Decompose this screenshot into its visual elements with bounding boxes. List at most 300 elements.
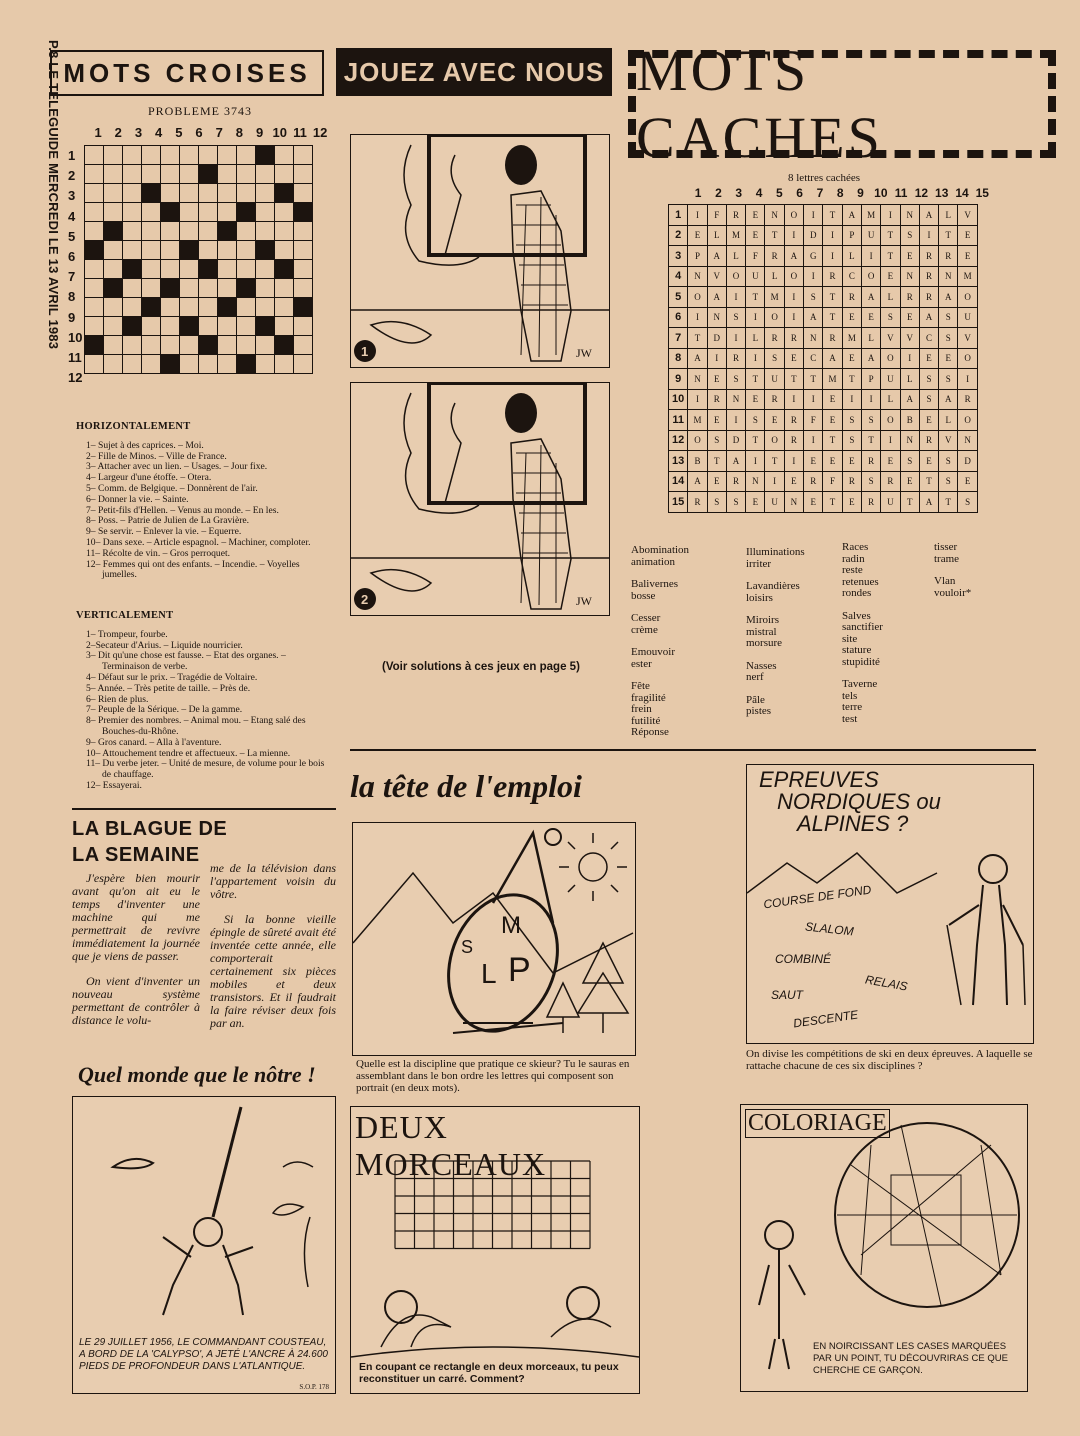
crossword-cell — [256, 184, 275, 203]
divider — [72, 808, 336, 810]
letter-cell: R — [784, 328, 803, 349]
crossword-cell — [256, 298, 275, 317]
epreuves-panel — [746, 764, 1034, 1044]
letter-cell: L — [746, 328, 765, 349]
crossword-col-number: 3 — [134, 125, 143, 140]
letter-cell: I — [726, 287, 745, 308]
crossword-cell — [161, 241, 180, 260]
crossword-cell — [180, 165, 199, 184]
letter-cell: L — [881, 389, 900, 410]
crossword-cell — [275, 355, 294, 374]
letter-cell: D — [707, 328, 726, 349]
letter-cell: F — [707, 205, 726, 226]
crossword-cell — [218, 260, 237, 279]
crossword-cell — [218, 241, 237, 260]
letter-cell: M — [861, 205, 880, 226]
skier-puzzle — [352, 822, 636, 1056]
letter-cell: R — [919, 287, 938, 308]
mots-caches-row-number: 9 — [669, 369, 688, 390]
letter-cell: U — [746, 266, 765, 287]
crossword-cell — [142, 355, 161, 374]
word-list-item: fragilité — [631, 691, 666, 704]
letter-cell: R — [784, 410, 803, 431]
letter-cell: R — [804, 471, 823, 492]
letter-cell: L — [726, 246, 745, 267]
word-list-item: Races — [842, 541, 869, 553]
crossword-cell — [199, 279, 218, 298]
letter-cell: E — [958, 246, 977, 267]
letter-cell: T — [784, 369, 803, 390]
crossword-cell — [218, 355, 237, 374]
crossword-col-number: 9 — [255, 125, 264, 140]
letter-cell: R — [765, 328, 784, 349]
letter-cell: E — [842, 451, 861, 472]
letter-cell: E — [804, 451, 823, 472]
crossword-row-numbers — [68, 146, 84, 388]
mots-caches-row-number: 11 — [669, 410, 688, 431]
crossword-cell — [256, 279, 275, 298]
letter-cell: N — [804, 328, 823, 349]
letter-cell: P — [688, 246, 707, 267]
crossword-cell — [123, 241, 142, 260]
crossword-cell — [275, 184, 294, 203]
mots-caches-row-number: 6 — [669, 307, 688, 328]
crossword-cell — [85, 184, 104, 203]
letter-cell: D — [804, 225, 823, 246]
letter-cell: T — [746, 287, 765, 308]
crossword-cell — [123, 222, 142, 241]
letter-cell: I — [804, 430, 823, 451]
crossword-cell — [142, 241, 161, 260]
crossword-cell — [199, 298, 218, 317]
letter-cell: V — [707, 266, 726, 287]
crossword-cell — [123, 184, 142, 203]
letter-cell: R — [919, 430, 938, 451]
letter-cell: I — [688, 307, 707, 328]
skier-portrait-illustration — [353, 823, 635, 1055]
mots-caches-col-number: 14 — [955, 186, 969, 200]
letter-cell: E — [746, 205, 765, 226]
letter-cell: E — [707, 471, 726, 492]
letter-cell: I — [746, 348, 765, 369]
discipline-item: COMBINÉ — [775, 952, 832, 966]
letter-cell: U — [765, 369, 784, 390]
word-list-item: Pâle — [746, 693, 765, 706]
crossword-cell — [275, 260, 294, 279]
credit: S.O.P. 178 — [299, 1383, 329, 1391]
letter-cell: I — [900, 348, 919, 369]
artist-signature: JW — [576, 594, 592, 608]
letter-cell: U — [958, 307, 977, 328]
crossword-cell — [104, 355, 123, 374]
letter-cell: I — [784, 287, 803, 308]
letter-cell: G — [804, 246, 823, 267]
letter-cell: T — [939, 492, 958, 513]
crossword-cell — [256, 222, 275, 241]
crossword-col-number: 11 — [293, 125, 307, 140]
letter-cell: T — [881, 225, 900, 246]
cousteau-caption: LE 29 JUILLET 1956, LE COMMANDANT COUSTEAU, A BORD DE LA 'CALYPSO', A JETÉ L'ANCRE À 24.600 PIEDS DE PROFONDEUR DANS L'ATLANTIQUE. — [79, 1337, 328, 1372]
crossword-cell — [256, 336, 275, 355]
vertical-clue: 4– Défaut sur le prix. – Tragédie de Voltaire. — [86, 671, 258, 683]
letter-cell: S — [958, 492, 977, 513]
word-list-item: animation — [631, 555, 675, 568]
horizontal-clue: 12– Femmes qui ont des enfants. – Incendie. – Voyelles jumelles. — [86, 558, 300, 581]
crossword-cell — [104, 279, 123, 298]
word-list-item: site — [842, 632, 858, 645]
crossword-cell — [85, 165, 104, 184]
crossword-cell — [256, 203, 275, 222]
crossword-cell — [294, 336, 313, 355]
crossword-cell — [142, 298, 161, 317]
blague-paragraph: me de la télévision dans l'appartement voisin du vôtre. — [210, 861, 336, 901]
letter-cell: S — [939, 451, 958, 472]
letter-cell: I — [958, 369, 977, 390]
letter-cell: S — [939, 328, 958, 349]
letter-cell: R — [919, 246, 938, 267]
letter-cell: I — [746, 451, 765, 472]
crossword-cell — [123, 336, 142, 355]
crossword-cell — [294, 203, 313, 222]
blague-paragraph: J'espère bien mourir avant qu'on ait eu le temps d'inventer une machine qui me permettrait de revivre immédiatement la journée que je viens de passer. — [72, 871, 200, 963]
letter-cell: N — [726, 389, 745, 410]
crossword-cell — [104, 336, 123, 355]
crossword-cell — [199, 165, 218, 184]
letter-cell: V — [900, 328, 919, 349]
letter-cell: T — [842, 369, 861, 390]
letter-cell: I — [919, 225, 938, 246]
mots-caches-grid — [668, 204, 978, 513]
word-list-item: Balivernes — [631, 578, 679, 590]
svg-text:M: M — [501, 912, 521, 939]
crossword-cell — [85, 222, 104, 241]
crossword-cell — [218, 203, 237, 222]
word-list-item: reste — [842, 564, 863, 576]
crossword-cell — [123, 355, 142, 374]
divider — [350, 749, 1036, 751]
letter-cell: P — [842, 225, 861, 246]
letter-cell: O — [881, 348, 900, 369]
artist-signature: JW — [576, 346, 592, 360]
crossword-cell — [104, 165, 123, 184]
letter-cell: N — [900, 205, 919, 226]
cousteau-cartoon — [72, 1096, 336, 1394]
crossword-cell — [161, 184, 180, 203]
crossword-cell — [237, 203, 256, 222]
crossword-cell — [294, 241, 313, 260]
letter-cell: N — [688, 369, 707, 390]
letter-cell: E — [881, 451, 900, 472]
letter-cell: E — [842, 348, 861, 369]
mots-caches-row-number: 7 — [669, 328, 688, 349]
blague-paragraph: On vient d'inventer un nouveau système permettant de contrôler à distance le volu- — [72, 974, 200, 1027]
mots-caches-col-number: 1 — [694, 186, 702, 200]
crossword-col-number: 7 — [215, 125, 223, 140]
crossword-cell — [294, 317, 313, 336]
panel-number: 2 — [361, 592, 369, 607]
letter-cell: E — [746, 389, 765, 410]
mots-caches-row-number: 12 — [669, 430, 688, 451]
letter-cell: R — [881, 471, 900, 492]
crossword-cell — [294, 165, 313, 184]
crossword-row-number: 11 — [68, 349, 82, 365]
crossword-cell — [180, 241, 199, 260]
crossword-cell — [275, 317, 294, 336]
letter-cell: I — [784, 307, 803, 328]
letter-cell: R — [861, 451, 880, 472]
crossword-cell — [161, 260, 180, 279]
crossword-cell — [142, 222, 161, 241]
mots-caches-title: MOTS CACHES — [628, 50, 1056, 158]
letter-cell: T — [688, 328, 707, 349]
mots-caches-row-number: 3 — [669, 246, 688, 267]
letter-cell: E — [919, 410, 938, 431]
crossword-cell — [85, 203, 104, 222]
letter-cell: E — [939, 348, 958, 369]
crossword-cell — [199, 355, 218, 374]
word-list-item: tels — [842, 689, 858, 702]
letter-cell: S — [746, 410, 765, 431]
crossword-cell — [104, 298, 123, 317]
letter-cell: N — [707, 307, 726, 328]
letter-cell: O — [726, 266, 745, 287]
crossword-cell — [123, 165, 142, 184]
letter-cell: A — [939, 389, 958, 410]
letter-cell: S — [939, 471, 958, 492]
letter-cell: I — [784, 389, 803, 410]
word-list-column-2 — [746, 547, 838, 718]
crossword-col-number: 6 — [195, 125, 203, 140]
crossword-cell — [199, 222, 218, 241]
vertical-clues — [72, 611, 330, 792]
crossword-cell — [104, 184, 123, 203]
letter-cell: E — [707, 369, 726, 390]
crossword-cell — [237, 165, 256, 184]
horizontal-clues — [72, 422, 330, 581]
crossword-cell — [104, 241, 123, 260]
vertical-clue: 7– Peuple de la Sérique. – De la gamme. — [86, 704, 243, 716]
letter-cell: E — [919, 451, 938, 472]
crossword-col-number: 10 — [272, 125, 288, 140]
mots-caches-col-numbers — [688, 186, 992, 200]
letter-cell: A — [861, 348, 880, 369]
letter-cell: O — [861, 266, 880, 287]
crossword-cell — [256, 355, 275, 374]
crossword-cell — [294, 355, 313, 374]
crossword-col-number: 12 — [312, 125, 328, 140]
crossword-cell — [85, 355, 104, 374]
letter-cell: I — [726, 328, 745, 349]
letter-cell: E — [707, 410, 726, 431]
letter-cell: O — [784, 266, 803, 287]
crossword-col-number: 1 — [94, 125, 102, 140]
crossword-cell — [218, 165, 237, 184]
crossword-cell — [275, 222, 294, 241]
crossword-cell — [85, 260, 104, 279]
letter-cell: E — [746, 492, 765, 513]
word-list-item: sanctifier — [842, 621, 883, 633]
word-list-item — [746, 650, 838, 661]
crossword-cell — [256, 317, 275, 336]
letter-cell: U — [765, 492, 784, 513]
coloriage-panel — [740, 1104, 1028, 1392]
letter-cell: I — [688, 389, 707, 410]
word-list-item: Nasses — [746, 659, 777, 672]
letter-cell: B — [688, 451, 707, 472]
letter-cell: A — [823, 348, 842, 369]
word-list-item: pistes — [746, 705, 772, 717]
vertical-clue: 3– Dit qu'une chose est fausse. – Etat des organes. – Terminaison de verbe. — [86, 650, 286, 673]
vertical-clue: 1– Trompeur, fourbe. — [86, 628, 168, 640]
letter-cell: I — [726, 410, 745, 431]
crossword-cell — [142, 260, 161, 279]
word-list-item: futilité — [631, 714, 661, 727]
mots-caches-row-number: 15 — [669, 492, 688, 513]
letter-cell: E — [784, 471, 803, 492]
letter-cell: I — [881, 205, 900, 226]
crossword-cell — [142, 317, 161, 336]
letter-cell: R — [861, 492, 880, 513]
blague-title-line2: LA SEMAINE — [72, 844, 200, 866]
crossword-cell — [218, 279, 237, 298]
letter-cell: E — [861, 307, 880, 328]
crossword-cell — [218, 336, 237, 355]
letter-cell: S — [881, 307, 900, 328]
letter-cell: N — [958, 430, 977, 451]
crossword-cell — [199, 184, 218, 203]
letter-cell: N — [900, 430, 919, 451]
crossword-cell — [180, 317, 199, 336]
letter-cell: A — [919, 205, 938, 226]
svg-text:P: P — [508, 951, 531, 989]
letter-cell: R — [707, 389, 726, 410]
word-list-item: Salves — [842, 609, 871, 622]
letter-cell: C — [919, 328, 938, 349]
crossword-cell — [256, 260, 275, 279]
letter-cell: O — [958, 348, 977, 369]
word-list-item: rondes — [842, 587, 872, 599]
letter-cell: E — [919, 348, 938, 369]
word-list-item: irriter — [746, 557, 772, 570]
solutions-note: (Voir solutions à ces jeux en page 5) — [382, 661, 580, 673]
letter-cell: A — [784, 246, 803, 267]
word-list-item: retenues — [842, 575, 879, 588]
jouez-avec-nous-title: JOUEZ AVEC NOUS — [336, 48, 612, 96]
letter-cell: A — [919, 492, 938, 513]
blague-paragraph: Si la bonne vieille épingle de sûreté avait été inventée cette année, elle comporterait certainement six pièces mobiles et deux transistors. Et il faudrait la faire réviser deux fois par an. — [210, 912, 336, 1030]
deux-morceaux-caption: En coupant ce rectangle en deux morceaux, tu peux reconstituer un carré. Comment? — [359, 1361, 619, 1385]
letter-cell: I — [784, 225, 803, 246]
word-list-item: bosse — [631, 589, 656, 602]
letter-cell: C — [842, 266, 861, 287]
letter-cell: T — [823, 205, 842, 226]
letter-cell: D — [958, 451, 977, 472]
horizontal-clue: 4– Largeur d'une étoffe. – Otera. — [86, 472, 212, 484]
woman-mirror-illustration-1 — [351, 135, 609, 367]
crossword-row-number: 12 — [68, 370, 83, 386]
page-sidebar — [8, 40, 61, 380]
vertical-clue: 5– Année. – Très petite de taille. – Près de. — [86, 682, 251, 694]
letter-cell: E — [823, 389, 842, 410]
mots-caches-col-number: 6 — [796, 186, 803, 200]
crossword-cell — [275, 241, 294, 260]
letter-cell: L — [881, 287, 900, 308]
crossword-cell — [180, 184, 199, 203]
letter-cell: A — [900, 389, 919, 410]
letter-cell: M — [765, 287, 784, 308]
crossword-cell — [218, 146, 237, 165]
crossword-cell — [275, 165, 294, 184]
deux-morceaux-panel — [350, 1106, 640, 1394]
letter-cell: S — [726, 492, 745, 513]
letter-cell: O — [958, 287, 977, 308]
letter-cell: T — [765, 451, 784, 472]
letter-cell: L — [900, 369, 919, 390]
mots-croises-title: MOTS CROISES — [50, 50, 324, 96]
crossword-row-number: 8 — [68, 289, 76, 305]
discipline-item: COURSE DE FOND — [762, 882, 873, 912]
letter-cell: E — [804, 492, 823, 513]
crossword-cell — [218, 317, 237, 336]
epreuves-title-line: ALPINES ? — [797, 811, 909, 836]
blague-title-line1: LA BLAGUE DE — [72, 818, 228, 840]
mots-caches-row-number: 8 — [669, 348, 688, 369]
letter-cell: S — [707, 492, 726, 513]
mots-caches-col-number: 3 — [735, 186, 743, 200]
letter-cell: P — [861, 369, 880, 390]
letter-cell: R — [900, 287, 919, 308]
letter-cell: O — [881, 410, 900, 431]
letter-cell: S — [726, 307, 745, 328]
letter-cell: M — [726, 225, 745, 246]
letter-cell: R — [726, 471, 745, 492]
vertical-clue: 12– Essayerai. — [86, 779, 142, 791]
letter-cell: I — [861, 389, 880, 410]
letter-cell: A — [939, 287, 958, 308]
crossword-cell — [237, 336, 256, 355]
crossword-cell — [161, 146, 180, 165]
letter-cell: A — [861, 287, 880, 308]
crossword-cell — [123, 146, 142, 165]
crossword-cell — [161, 317, 180, 336]
letter-cell: T — [823, 307, 842, 328]
letter-cell: T — [707, 451, 726, 472]
letter-cell: E — [900, 471, 919, 492]
crossword-cell — [180, 336, 199, 355]
mots-caches-col-number: 9 — [857, 186, 864, 200]
panel-number: 1 — [361, 344, 369, 359]
crossword-cell — [85, 146, 104, 165]
coloriage-title: COLORIAGE — [745, 1109, 890, 1138]
mots-caches-row-number: 13 — [669, 451, 688, 472]
letter-cell: R — [842, 287, 861, 308]
word-list-item: tisser — [934, 541, 958, 553]
crossword-grid — [84, 145, 313, 374]
letter-cell: N — [939, 266, 958, 287]
crossword-cell — [180, 298, 199, 317]
mots-caches-col-number: 2 — [715, 186, 722, 200]
mots-caches-col-number: 5 — [775, 186, 783, 200]
blague-column-1 — [72, 872, 200, 1027]
letter-cell: C — [804, 348, 823, 369]
vertical-clue: 8– Premier des nombres. – Animal mou. – Etang salé des Bouches-du-Rhône. — [86, 715, 306, 737]
letter-cell: I — [804, 389, 823, 410]
epreuves-title-line: NORDIQUES ou — [777, 789, 941, 814]
rectangle-puzzle — [351, 1107, 639, 1393]
crossword-cell — [237, 298, 256, 317]
letter-cell: T — [823, 430, 842, 451]
crossword-cell — [123, 317, 142, 336]
